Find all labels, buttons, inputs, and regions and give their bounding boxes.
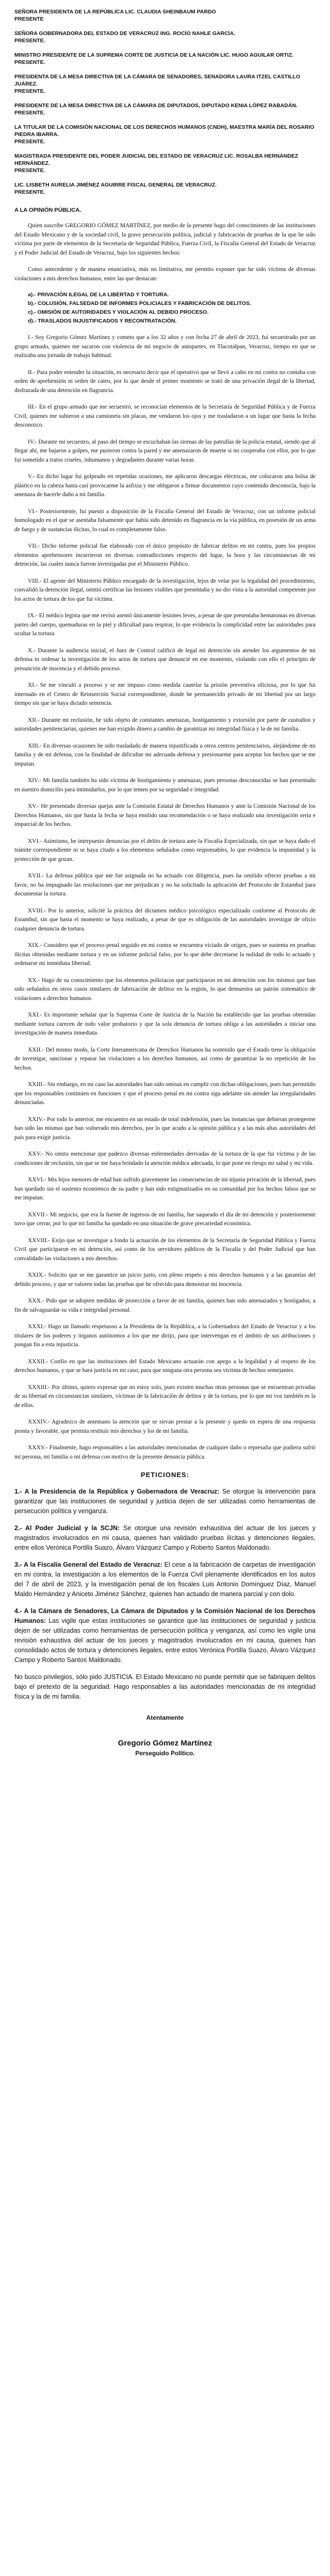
signature-closing: Atentamente	[146, 1714, 184, 1721]
body-paragraph: II.- Para poder entender la situación, es necesario decir que el operativo que se llevó a cabo en mi contra no contaba con orden de aprehensión ni orden de cateo, por lo que desde el primer momento se trató de una privación ilegal de la libertad, disfrazada de una detención en flagrancia.	[14, 369, 316, 394]
body-paragraph: XXXII.- Confío en que las instituciones del Estado Mexicano actuarán con apego a la legalidad y al respeto de los derechos humanos, y que se hará justicia en mi caso, para que ninguna otra persona sea víctima de hechos semejantes.	[14, 1358, 316, 1374]
violation-item: c).- OMISIÓN DE AUTORIDADES Y VIOLACIÓN AL DEBIDO PROCESO.	[28, 309, 209, 315]
body-paragraph: XXXIII.- Por último, quiero expresar que no estoy solo, pues existen muchas otras personas que se encuentran privadas de su libertad en circunstancias similares, víctimas de la fabricación de delitos y de la tortura, por lo que mi voz también es la de ellos.	[14, 1384, 316, 1409]
addressee-present: PRESENTE.	[14, 59, 45, 65]
signature-role: Perseguido Político.	[135, 1750, 195, 1757]
addressee-present: PRESENTE.	[14, 167, 45, 174]
signature-block	[14, 1714, 316, 1757]
addressee-block	[14, 73, 316, 95]
addressee-name: PRESIDENTE DE LA MESA DIRECTIVA DE LA CÁMARA DE DIPUTADOS, DIPUTADO KENIA LÓPEZ RABADÁN.	[14, 103, 298, 109]
body-paragraph: XV.- He presentado diversas quejas ante la Comisión Estatal de Derechos Humanos y ante la Comisión Nacional de los Derechos Humanos, sin que hasta la fecha se haya emitido una recomendación o se haya realizado una investigación seria e imparcial de los hechos.	[14, 803, 316, 827]
addressee-name: SEÑORA PRESIDENTA DE LA REPÚBLICA LIC. CLAUDIA SHEINBAUM PARDO	[14, 9, 216, 15]
body-paragraph: XXVII.- Mi negocio, que era la fuente de ingresos de mi familia, fue saqueado el día de mi detención y posteriormente tuvo que cerrar, por lo que mi familia ha quedado en una situación de grave precariedad económica.	[14, 1211, 316, 1227]
body-paragraph: XXVI.- Mis hijos menores de edad han sufrido gravemente las consecuencias de mi injusta privación de la libertad, pues han quedado sin el sustento económico de su padre y han sido estigmatizados en su comunidad por los hechos falsos que se me imputan.	[14, 1177, 316, 1201]
body-paragraph: IX.- El médico legista que me revisó asentó únicamente lesiones leves, a pesar de que presentaba hematomas en diversas partes del cuerpo, quemaduras en la piel y dificultad para respirar, lo que evidencia la complicidad entre las autoridades para ocultar la tortura.	[14, 613, 316, 637]
body-paragraph: XI.- Se me vinculó a proceso y se me impuso como medida cautelar la prisión preventiva oficiosa, por lo que fui internado en el Centro de Reinserción Social correspondiente, donde he permanecido privado de mi libertad por un largo tiempo sin que se haya dictado sentencia.	[14, 682, 316, 706]
addressee-block	[14, 124, 316, 145]
addressee-name: LA TITULAR DE LA COMISIÓN NACIONAL DE LOS DERECHOS HUMANOS (CNDH), MAESTRA MARÍA DEL ROSARIO PIEDRA IBARRA.	[14, 124, 315, 138]
body-paragraph: XXXI.- Hago un llamado respetuoso a la Presidenta de la República, a la Gobernadora del Estado de Veracruz y a los titulares de los poderes y órganos autónomos a los que me dirijo, para que intervengan en el ámbito de sus atribuciones y pongan fin a esta injusticia.	[14, 1324, 316, 1348]
body-paragraph: V.- En dicho lugar fui golpeado en repetidas ocasiones, me aplicaron descargas eléctricas, me colocaron una bolsa de plástico en la cabeza hasta casi provocarme la asfixia y me obligaron a firmar documentos cuyo contenido desconocía, bajo la amenaza de hacerle daño a mi familia.	[14, 473, 316, 498]
petition-item	[14, 1523, 316, 1553]
petition-text: Las vigile que estas instituciones se garantice que las instituciones de seguridad y justicia dejen de ser utilizadas como herramientas de persecución política y venganza, así como les vigile una revisión exhaustiva del actuar de los jueces y magistrados involucrados en mi causa, quienes han consolidado actos de tortura y detenciones ilegales, entre estos Verónica Portilla Suazo, Álvaro Vázquez Campo y Roberto Santos Maldonado.	[14, 1617, 316, 1664]
body-paragraph: XXXV.- Finalmente, hago responsables a las autoridades mencionadas de cualquier daño o represalia que pudiera sufrir mi persona, mi familia o mi defensa con motivo de la presente denuncia pública.	[14, 1445, 316, 1460]
addressee-name: MINISTRO PRESIDENTE DE LA SUPREMA CORTE DE JUSTICIA DE LA NACIÓN LIC. HUGO AGUILAR ORTIZ.	[14, 52, 294, 58]
petition-text: Se otorgue una revisión exhaustiva del actuar de los jueces y magistrados involucrados en mi causa, quienes han validado pruebas ilícitas y detenciones ilegales, entre ellos Verónica Portilla Suazo, Álvaro Vázquez Campo y Roberto Santos Maldonado.	[14, 1524, 316, 1551]
addressee-name: PRESIDENTA DE LA MESA DIRECTIVA DE LA CÁMARA DE SENADORES, SENADORA LAURA ITZEL CASTILLO JUÁREZ.	[14, 74, 300, 87]
addressee-block	[14, 30, 316, 44]
addressee-name: LIC. LISBETH AURELIA JIMÉNEZ AGUIRRE FISCAL GENERAL DE VERACRUZ.	[14, 182, 217, 188]
addressee-name: SEÑORA GOBERNADORA DEL ESTADO DE VERACRUZ ING. ROCÍO NAHLE GARCÍA.	[14, 30, 236, 37]
addressee-block	[14, 152, 316, 174]
body-paragraph: X.- Durante la audiencia inicial, el Juez de Control calificó de legal mi detención sin atender los argumentos de mi defensa ni ordenar la investigación de los actos de tortura que denuncié en ese momento, violando con ello el principio de presunción de inocencia y el debido proceso.	[14, 647, 316, 672]
body-paragraph: XVI.- Asimismo, he interpuesto denuncias por el delito de tortura ante la Fiscalía Especializada, sin que se haya dado el trámite correspondiente ni se haya citado a los elementos señalados como responsables, lo que evidencia la impunidad y la protección de que gozan.	[14, 838, 316, 862]
petition-lead: 2.- Al Poder Judicial y la SCJN:	[14, 1524, 120, 1532]
body-paragraph: Como antecedente y de manera enunciativa, más no limitativa, me permito exponer que he sido víctima de diversas violaciones a mis derechos humanos, entre las que destacan:	[14, 266, 316, 282]
body-paragraph: XX.- Hago de su conocimiento que los elementos policiacos que participaron en mi detención son los mismos que han sido señalados en otros casos similares de fabricación de delitos en la región, lo que demuestra un patrón sistemático de violaciones a derechos humanos.	[14, 977, 316, 1002]
addressee-present: PRESENTE.	[14, 88, 45, 94]
violation-item: b).- COLUSIÓN, FALSEDAD DE INFORMES POLICIALES Y FABRICACIÓN DE DELITOS.	[28, 300, 251, 307]
body-paragraph: VII.- Dicho informe policial fue elaborado con el único propósito de fabricar delitos en mi contra, pues los propios elementos aprehensores incurrieron en diversas contradicciones respecto del lugar, la hora y las circunstancias de mi detención, las cuales nunca fueron investigadas por el Ministerio Público.	[14, 543, 316, 567]
petition-item	[14, 1606, 316, 1665]
body-paragraph: III.- En el grupo armado que me secuestró, se reconocían elementos de la Secretaría de Seguridad Pública y de Fuerza Civil, quienes me subieron a una camioneta sin placas, me vendaron los ojos y me trasladaron a un lugar que hasta la fecha desconozco.	[14, 404, 316, 428]
addressee-present: PRESENTE.	[14, 189, 45, 195]
body-paragraph: XII.- Durante mi reclusión, he sido objeto de constantes amenazas, hostigamiento y extorsión por parte de custodios y autoridades penitenciarias, quienes me han exigido dinero a cambio de garantizar mi integridad física y la de mi familia.	[14, 717, 316, 732]
body-paragraph: XXX.- Pido que se adopten medidas de protección a favor de mi familia, quienes han sido amenazados y hostigados, a fin de salvaguardar su vida e integridad personal.	[14, 1298, 316, 1313]
body-paragraph: XVIII.- Por lo anterior, solicité la práctica del dictamen médico psicológico especializado conforme al Protocolo de Estambul, sin que hasta el momento se haya realizado, a pesar de que es obligación de las autoridades investigar de oficio cualquier denuncia de tortura.	[14, 907, 316, 932]
violations-list	[14, 291, 316, 325]
petition-lead: 1.- A la Presidencia de la República y Gobernadora de Veracruz:	[14, 1488, 220, 1495]
petition-item	[14, 1672, 316, 1702]
body-paragraph: XXI.- Es importante señalar que la Suprema Corte de Justicia de la Nación ha establecido que las pruebas obtenidas mediante tortura carecen de todo valor probatorio y que la sola denuncia de tortura obliga a las autoridades a iniciar una investigación de manera inmediata.	[14, 1012, 316, 1036]
intro-paragraphs	[14, 222, 316, 283]
petition-text: Se otorgue la intervención para garantizar que las instituciones de seguridad y justicia dejen de ser utilizadas como herramientas de persecución política y venganza.	[14, 1488, 316, 1515]
body-paragraph: XXII.- Del mismo modo, la Corte Interamericana de Derechos Humanos ha sostenido que el Estado tiene la obligación de investigar, sancionar y reparar las violaciones a los derechos humanos, así como de garantizar la no repetición de los hechos.	[14, 1046, 316, 1071]
addressee-present: PRESENTE	[14, 16, 44, 22]
body-paragraph: XXIII.- Sin embargo, en mi caso las autoridades han sido omisas en cumplir con dichas obligaciones, pues han permitido que los responsables continúen en funciones y que el proceso penal en mi contra siga adelante sin atender las irregularidades denunciadas.	[14, 1081, 316, 1106]
body-paragraph: Quien suscribe GREGORIO GÓMEZ MARTÍNEZ, por medio de la presente hago del conocimiento de las instituciones del Estado Mexicano y de la sociedad civil, la grave persecución política, judicial y fabricación de pruebas de la que he sido víctima por parte de elementos de la Secretaría de Seguridad Pública, Fuerza Civil, la Fiscalía General del Estado de Veracruz y el Poder Judicial del Estado de Veracruz, bajo los siguientes hechos:	[14, 223, 316, 256]
addressee-block	[14, 102, 316, 116]
body-paragraph: VIII.- El agente del Ministerio Público encargado de la investigación, lejos de velar por la legalidad del procedimiento, convalidó la detención ilegal, omitió certificar las lesiones visibles que presentaba y no dio vista a la autoridad competente por los actos de tortura de los que fui víctima.	[14, 578, 316, 602]
violation-item: d).- TRASLADOS INJUSTIFICADOS Y RECONTRATACIÓN.	[28, 318, 177, 324]
addressee-present: PRESENTE.	[14, 139, 45, 145]
addressee-block	[14, 8, 316, 23]
petition-text: No busco privilegios, sólo pido JUSTICIA. El Estado Mexicano no puede permitir que se fabriquen delitos bajo el pretexto de la seguridad. Hago responsables a las autoridades mencionadas de mi integridad física y la de mi familia.	[14, 1673, 316, 1700]
body-paragraph: XXV.- No omito mencionar que padezco diversas enfermedades derivadas de la tortura de la que fui víctima y de las condiciones de reclusión, sin que se me haya brindado la atención médica adecuada, lo que pone en riesgo mi salud y mi vida.	[14, 1151, 316, 1166]
body-paragraph: XVII.- La defensa pública que me fue asignada no ha actuado con diligencia, pues ha omitido ofrecer pruebas a mi favor, no ha impugnado las resoluciones que me perjudican y no ha solicitado la aplicación del Protocolo de Estambul para documentar la tortura.	[14, 873, 316, 897]
salutation: A LA OPINIÓN PÚBLICA.	[14, 207, 81, 213]
addressee-block	[14, 52, 316, 66]
petition-text: El cese a la fabricación de carpetas de investigación en mi contra, la investigación a los elementos de la Fuerza Civil plenamente identificados en los autos del 7 de abril de 2023, y la investigación penal de los fiscales Luis Antonio Domínguez Díaz, Manuel Maldo Hernández y Aniceto Jiménez Sánchez, quienes han actuado de manera parcial y con dolo.	[14, 1561, 316, 1598]
petition-item	[14, 1560, 316, 1599]
signature-name: Gregorio Gómez Martínez	[118, 1739, 212, 1748]
body-paragraph: XXXIV.- Agradezco de antemano la atención que se sirvan prestar a la presente y quedo en espera de una respuesta pronta y favorable, que permita restituir mis derechos y los de mi familia.	[14, 1419, 316, 1434]
addressee-present: PRESENTE.	[14, 38, 45, 44]
petition-lead: 4.- A la Cámara de Senadores, La Cámara de Diputados y la Comisión Nacional de los Derechos Humanos:	[14, 1607, 316, 1624]
petition-lead: 3.- A la Fiscalía General del Estado de Veracruz:	[14, 1561, 162, 1568]
body-paragraph: VI.- Posteriormente, fui puesto a disposición de la Fiscalía General del Estado de Veracruz, con un informe policial homologado en el que se asentaba falsamente que había sido detenido en flagrancia en la vía pública, en posesión de un arma de fuego y de sustancias ilícitas, lo cual es completamente falso.	[14, 508, 316, 533]
body-paragraph: XXIV.- Por todo lo anterior, me encuentro en un estado de total indefensión, pues las instancias que debieran protegerme han sido las mismas que han vulnerado mis derechos, por lo que acudo a la opinión pública y a las más altas autoridades del país para exigir justicia.	[14, 1116, 316, 1141]
petition-item	[14, 1487, 316, 1516]
facts-paragraphs	[14, 333, 316, 1462]
body-paragraph: XIII.- En diversas ocasiones he sido trasladado de manera injustificada a otros centros penitenciarios, alejándome de mi familia y de mi defensa, con la finalidad de dificultar mi adecuada defensa y presionarme para aceptar los hechos que se me imputan.	[14, 742, 316, 767]
body-paragraph: XIX.- Considero que el proceso penal seguido en mi contra se encuentra viciado de origen, pues se sustenta en pruebas ilícitas obtenidas mediante tortura y en un informe policial falso, por lo que debe decretarse la nulidad de todo lo actuado y ordenarse mi inmediata libertad.	[14, 942, 316, 967]
petitions-title: PETICIONES:	[140, 1471, 190, 1479]
addressee-present: PRESENTE.	[14, 110, 45, 116]
violation-item: a).- PRIVACIÓN ILEGAL DE LA LIBERTAD Y TORTURA.	[28, 292, 169, 298]
body-paragraph: XIV.- Mi familia también ha sido víctima de hostigamiento y amenazas, pues personas desconocidas se han presentado en nuestro domicilio para intimidarlos, por lo que temen por su seguridad e integridad.	[14, 777, 316, 793]
body-paragraph: IV.- Durante mi secuestro, al paso del tiempo se escuchaban las sirenas de las patrullas de la policía estatal, siendo que al llegar ahí, me bajaron a golpes, me pusieron contra la pared y me amenazaron de muerte si no cooperaba con ellos, por lo que fui sometido a tratos crueles, inhumanos y degradantes durante varias horas.	[14, 438, 316, 463]
addressee-block	[14, 181, 316, 196]
body-paragraph: XXIX.- Solicito que se me garantice un juicio justo, con pleno respeto a mis derechos humanos y a las garantías del debido proceso, y que se valoren todas las pruebas que he ofrecido para demostrar mi inocencia.	[14, 1272, 316, 1287]
petitions-list	[14, 1487, 316, 1702]
body-paragraph: XXVIII.- Exijo que se investigue a fondo la actuación de los elementos de la Secretaría de Seguridad Pública y Fuerza Civil que participaron en mi detención, así como de los servidores públicos de la Fiscalía y del Poder Judicial que han convalidado las violaciones a mis derechos.	[14, 1237, 316, 1262]
addressee-list	[14, 8, 316, 196]
addressee-name: MAGISTRADA PRESIDENTE DEL PODER JUDICIAL DEL ESTADO DE VERACRUZ LIC. ROSALBA HERNÁNDEZ HERNÁNDEZ.	[14, 153, 299, 166]
body-paragraph: I.- Soy Gregorio Gómez Martínez y cometo que a los 32 años y con fecha 27 de abril de 2023, fui secuestrado por un grupo armado, quienes me sacaron con violencia de mi negocio de autopartes, en Tlacotalpan, Veracruz, tiempo en que se realizaba una jornada de trabajo habitual.	[14, 334, 316, 359]
